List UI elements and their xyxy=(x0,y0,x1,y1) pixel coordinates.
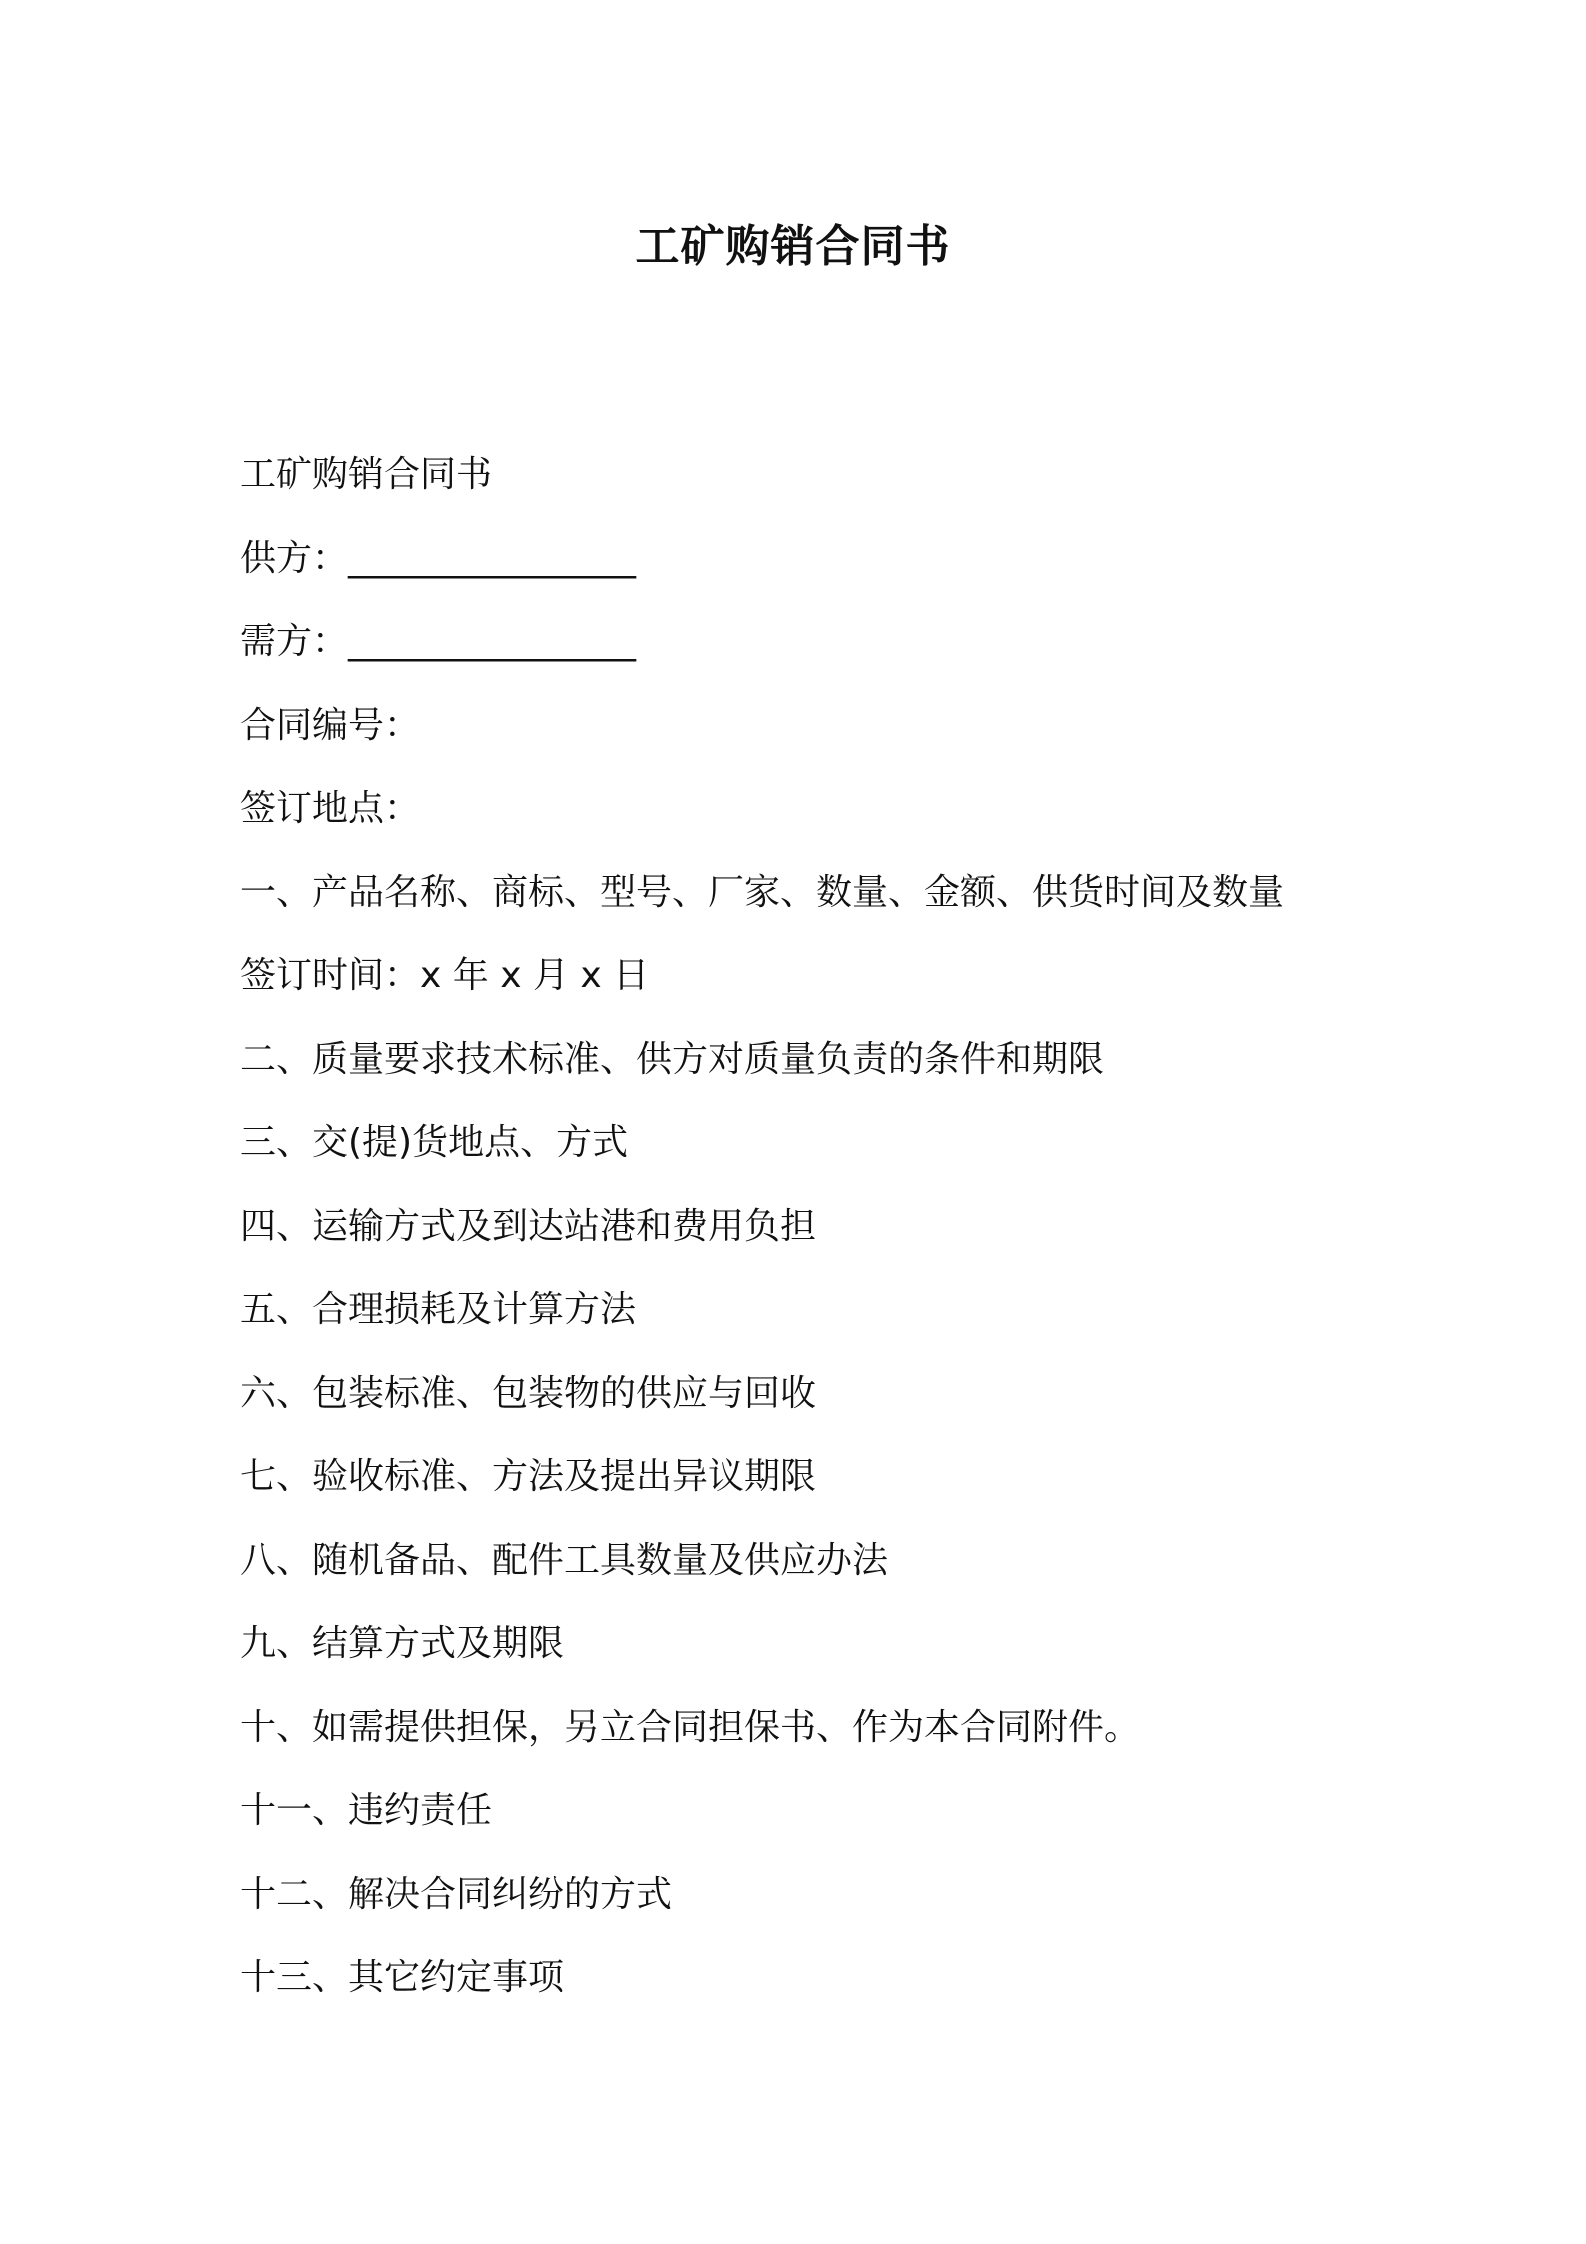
clause-5: 五、合理损耗及计算方法 xyxy=(240,1289,637,1330)
buyer-label: 需方： xyxy=(240,621,349,662)
document-subtitle: 工矿购销合同书 xyxy=(240,454,493,495)
clause-7: 七、验收标准、方法及提出异议期限 xyxy=(240,1456,817,1497)
document-body xyxy=(240,450,1420,2037)
clause-2: 二、质量要求技术标准、供方对质量负责的条件和期限 xyxy=(240,1038,1105,1080)
supplier-line xyxy=(240,534,1420,618)
clause-13: 十三、其它约定事项 xyxy=(240,1957,565,1998)
clause-12: 十二、解决合同纠纷的方式 xyxy=(240,1873,673,1915)
clause-9: 九、结算方式及期限 xyxy=(240,1623,565,1664)
document-title: 工矿购销合同书 xyxy=(635,221,951,272)
clause-3: 三、交(提)货地点、方式 xyxy=(240,1122,629,1163)
supplier-blank: ________________ xyxy=(348,537,637,579)
clause-1: 一、产品名称、商标、型号、厂家、数量、金额、供货时间及数量 xyxy=(240,871,1285,913)
supplier-label: 供方： xyxy=(240,537,349,579)
clause-10: 十、如需提供担保，另立合同担保书、作为本合同附件。 xyxy=(240,1706,1141,1748)
sign-place-line: 签订地点： xyxy=(240,788,421,829)
buyer-line xyxy=(240,617,1420,701)
clause-6: 六、包装标准、包装物的供应与回收 xyxy=(240,1372,817,1414)
buyer-blank: ________________ xyxy=(348,621,637,662)
clause-4: 四、运输方式及到达站港和费用负担 xyxy=(240,1205,817,1247)
contract-number-line: 合同编号： xyxy=(240,704,421,746)
clause-11: 十一、违约责任 xyxy=(240,1790,493,1831)
sign-time-line: 签订时间：x 年 x 月 x 日 xyxy=(240,955,650,996)
clause-8: 八、随机备品、配件工具数量及供应办法 xyxy=(240,1539,889,1581)
